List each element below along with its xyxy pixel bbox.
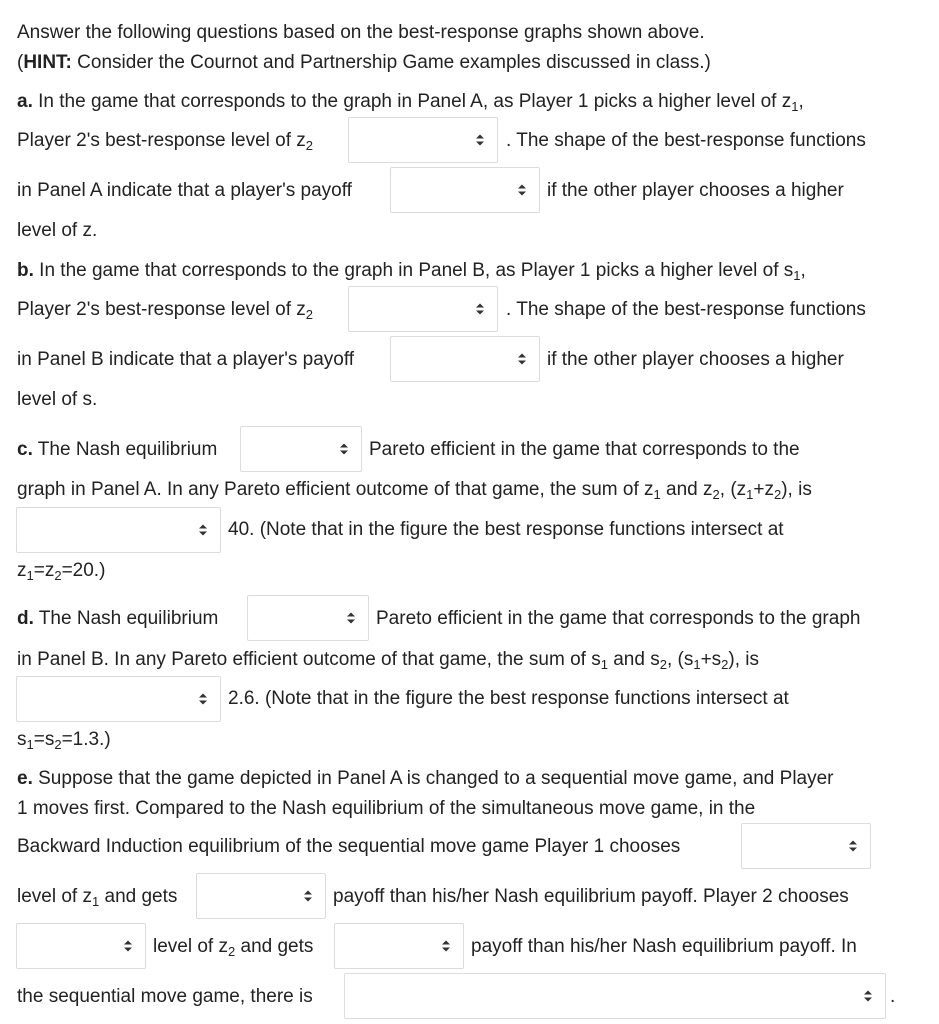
question-c-line-2: graph in Panel A. In any Pareto efficient outcome of that game, the sum of $z_1$ and $z_2$, $(z_1+z_2)$, is: [17, 479, 812, 502]
question-d-line-1-post: Pareto efficient in the game that corresponds to the graph: [376, 608, 861, 629]
question-a-line-3-post: if the other player chooses a higher: [547, 180, 844, 201]
dropdown-a1[interactable]: [348, 117, 498, 163]
updown-chevron-icon: [517, 183, 527, 197]
question-e-line-5-post: payoff than his/her Nash equilibrium payoff. In: [471, 936, 857, 957]
dropdown-a2[interactable]: [390, 167, 540, 213]
question-b-line-3-post: if the other player chooses a higher: [547, 349, 844, 370]
updown-chevron-icon: [339, 442, 349, 456]
question-b-line-3-pre: in Panel B indicate that a player's payoff: [17, 349, 355, 370]
question-b-line-2-pre: Player 2's best-response level of $z_2$: [17, 299, 314, 322]
question-c-line-3-post: 40. (Note that in the figure the best response functions intersect at: [228, 519, 784, 540]
dropdown-d2[interactable]: [16, 676, 221, 722]
question-b-line-4: level of s.: [17, 389, 98, 410]
updown-chevron-icon: [441, 939, 451, 953]
updown-chevron-icon: [198, 692, 208, 706]
updown-chevron-icon: [863, 989, 873, 1003]
question-e-line-1: e. Suppose that the game depicted in Panel A is changed to a sequential move game, and Player: [17, 768, 834, 789]
question-e-line-6-post: .: [890, 986, 896, 1007]
question-a-line-4: level of z.: [17, 220, 98, 241]
question-e-line-4-post: payoff than his/her Nash equilibrium payoff. Player 2 chooses: [333, 886, 849, 907]
hint-line: (HINT: Consider the Cournot and Partnership Game examples discussed in class.): [17, 52, 711, 73]
question-a-letter: a.: [17, 91, 33, 112]
question-a-line-2-post: . The shape of the best-response functions: [506, 130, 866, 151]
question-e-line-5-mid: level of $z_2$ and gets: [153, 936, 314, 959]
question-a-line-2-pre: Player 2's best-response level of $z_2$: [17, 130, 314, 153]
question-e-line-2: 1 moves first. Compared to the Nash equilibrium of the simultaneous move game, in the: [17, 798, 756, 819]
dropdown-e2[interactable]: [196, 873, 326, 919]
dropdown-e5[interactable]: [344, 973, 886, 1019]
question-e-line-3: Backward Induction equilibrium of the sequential move game Player 1 chooses: [17, 836, 681, 857]
question-d-line-1-pre: d. The Nash equilibrium: [17, 608, 219, 629]
question-e-letter: e.: [17, 768, 33, 789]
question-d-line-2: in Panel B. In any Pareto efficient outcome of that game, the sum of $s_1$ and $s_2$, $(s_1+s_2)$, is: [17, 649, 760, 672]
updown-chevron-icon: [198, 523, 208, 537]
question-c-line-1-pre: c. The Nash equilibrium: [17, 439, 218, 460]
hint-label: HINT:: [23, 52, 72, 73]
dropdown-c2[interactable]: [16, 507, 221, 553]
question-c-line-1-post: Pareto efficient in the game that corresponds to the: [369, 439, 800, 460]
dropdown-c1[interactable]: [240, 426, 362, 472]
updown-chevron-icon: [303, 889, 313, 903]
dropdown-e1[interactable]: [741, 823, 871, 869]
updown-chevron-icon: [475, 302, 485, 316]
updown-chevron-icon: [475, 133, 485, 147]
updown-chevron-icon: [517, 352, 527, 366]
question-d-line-4: $s_1=s_2=1.3$.): [17, 729, 111, 752]
updown-chevron-icon: [848, 839, 858, 853]
question-e-line-6-pre: the sequential move game, there is: [17, 986, 313, 1007]
intro-line: Answer the following questions based on the best-response graphs shown above.: [17, 22, 705, 43]
question-d-letter: d.: [17, 608, 34, 629]
question-a-line-3-pre: in Panel A indicate that a player's payoff: [17, 180, 352, 201]
question-b-letter: b.: [17, 260, 34, 281]
dropdown-b1[interactable]: [348, 286, 498, 332]
question-c-line-4: $z_1=z_2=20$.): [17, 560, 106, 583]
question-c-letter: c.: [17, 439, 33, 460]
question-d-line-3-post: 2.6. (Note that in the figure the best response functions intersect at: [228, 688, 789, 709]
question-e-line-4-pre: level of $z_1$ and gets: [17, 886, 178, 909]
question-b-line-1: b. In the game that corresponds to the graph in Panel B, as Player 1 picks a higher level of $s_1$,: [17, 260, 806, 283]
updown-chevron-icon: [123, 939, 133, 953]
dropdown-d1[interactable]: [247, 595, 369, 641]
dropdown-b2[interactable]: [390, 336, 540, 382]
updown-chevron-icon: [346, 611, 356, 625]
question-a-line-1: a. In the game that corresponds to the graph in Panel A, as Player 1 picks a higher level of $z_1$,: [17, 91, 804, 114]
question-b-line-2-post: . The shape of the best-response functions: [506, 299, 866, 320]
dropdown-e3[interactable]: [16, 923, 146, 969]
dropdown-e4[interactable]: [334, 923, 464, 969]
